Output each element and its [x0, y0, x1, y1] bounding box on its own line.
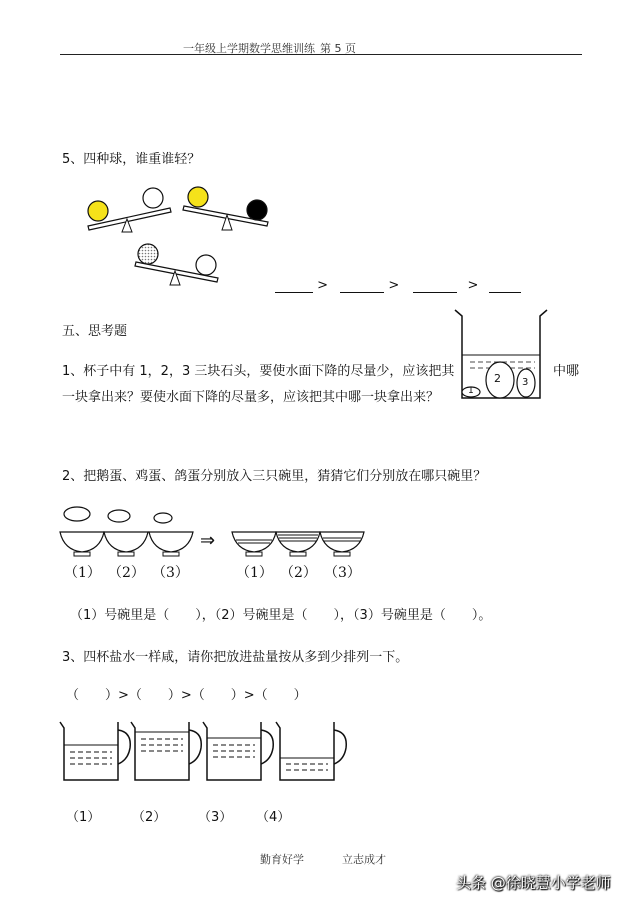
bowl-label: （2） [280, 565, 317, 581]
bowl-label: （3） [152, 565, 189, 581]
q5-answer-row: > > > [275, 278, 521, 293]
bowl-label: （3） [324, 565, 361, 581]
q2-title: 2、把鹅蛋、鸡蛋、鸽蛋分别放入三只碗里，猜猜它们分别放在哪只碗里？ [62, 469, 487, 484]
cup-label: （4） [256, 810, 291, 825]
bowl-label: （1） [64, 565, 101, 581]
footer-left: 勤育好学 [260, 853, 304, 866]
cup-4 [276, 722, 346, 780]
section-title: 五、思考题 [62, 324, 128, 339]
stone-label: 1 [468, 386, 474, 396]
header-page: 第 5 页 [320, 42, 356, 55]
cup-label: （3） [198, 810, 233, 825]
stone-label: 2 [494, 372, 501, 385]
q5-title: 5、四种球，谁重谁轻？ [62, 152, 201, 167]
cup-2 [131, 722, 201, 780]
q3-title: 3、四杯盐水一样咸，请你把放进盐量按从多到少排列一下。 [62, 650, 409, 665]
bowl-label: （1） [236, 565, 273, 581]
header-title: 一年级上学期数学思维训练 [183, 42, 315, 55]
cup-1 [60, 722, 130, 780]
watermark: 头条 @徐晓慧小学老师 [456, 874, 611, 892]
cup-label: （2） [132, 810, 167, 825]
cup-label: （1） [66, 810, 101, 825]
arrow-icon: ⇒ [200, 530, 216, 551]
cup-3 [203, 722, 273, 780]
footer-right: 立志成才 [342, 853, 386, 866]
q1-line2: 一块拿出来？要使水面下降的尽量多，应该把其中哪一块拿出来？ [62, 390, 440, 405]
bowl-label: （2） [108, 565, 145, 581]
q2-answer-line: （1）号碗里是（ ），（2）号碗里是（ ），（3）号碗里是（ ）。 [70, 608, 492, 623]
q3-order-line: （ ）>（ ）>（ ）>（ ） [66, 688, 307, 703]
q1-line1: 1、杯子中有 1，2，3 三块石头，要使水面下降的尽量少，应该把其 [62, 364, 455, 379]
q1-line1-end: 中哪 [553, 364, 580, 379]
stone-label: 3 [522, 377, 529, 388]
